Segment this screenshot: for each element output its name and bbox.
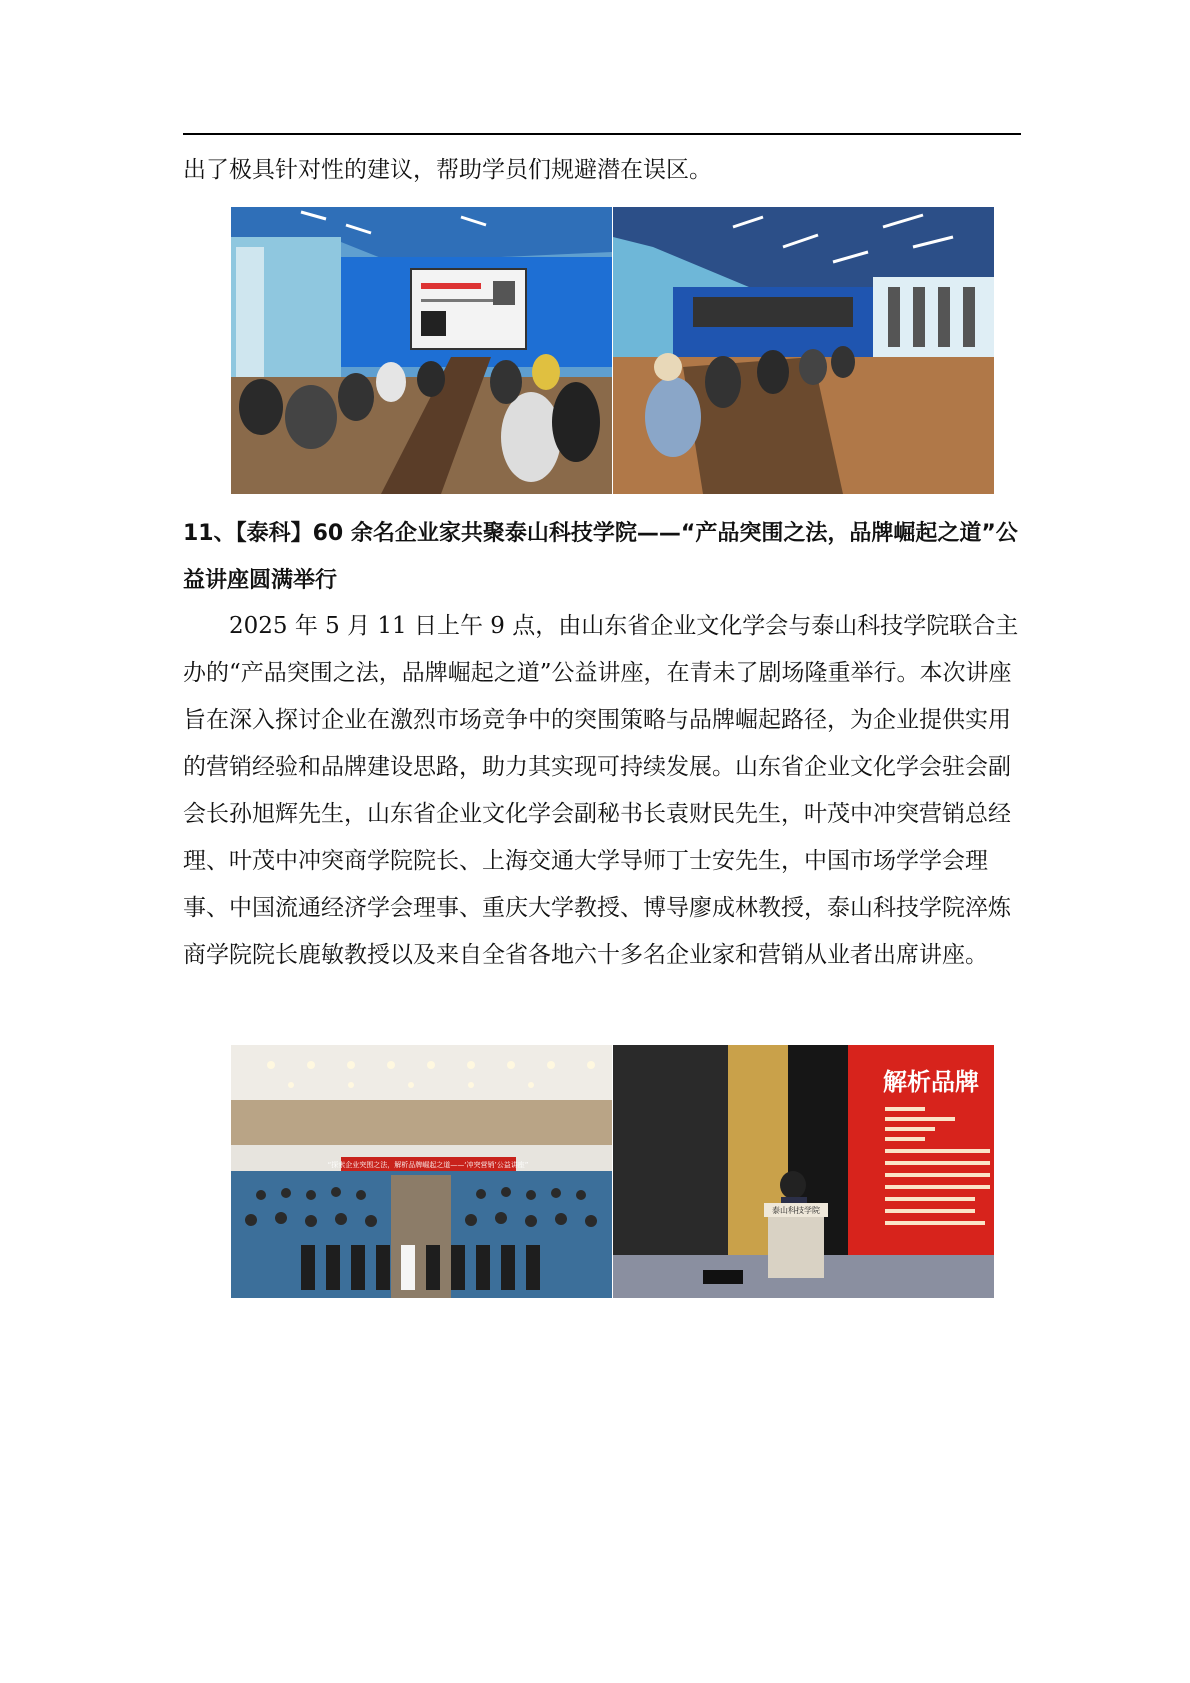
stage-banner-title: 解析品牌 [883,1068,979,1096]
continuation-paragraph: 出了极具针对性的建议，帮助学员们规避潜在误区。 [183,157,712,183]
section-body: 2025 年 5 月 11 日上午 9 点，由山东省企业文化学会与泰山科技学院联合主办的“产品突围之法，品牌崛起之道”公益讲座，在青未了剧场隆重举行。本次讲座旨在深入探讨企业在激烈市场竞争中的突围策略与品牌崛起路径，为企业提供实用的营销经验和品牌建设思路，助力其实现可持续发展。山东省企业文化学会驻会副会长孙旭辉先生，山东省企业文化学会副秘书长袁财民先生，叶茂中冲突营销总经理、叶茂中冲突商学院院长、上海交通大学导师丁士安先生，中国市场学学会理事、中国流通经济学会理事、重庆大学教授、博导廖成林教授，泰山科技学院淬炼商学院院长鹿敏教授以及来自全省各地六十多名企业家和营销从业者出席讲座。 [183,613,1019,968]
classroom-photo-right [613,207,994,494]
classroom-photo-left [231,207,612,494]
audience-banner-text: “探索企业突围之法，解析品牌崛起之道——‘冲突营销’公益讲座” [327,1161,529,1169]
header-rule [183,133,1021,135]
podium-label: 泰山科技学院 [772,1206,820,1215]
auditorium-group-photo [231,1045,612,1298]
section-heading: 11、【泰科】60 余名企业家共聚泰山科技学院——“产品突围之法，品牌崛起之道”公益讲座圆满举行 [183,521,1018,593]
speaker-podium-photo [613,1045,994,1298]
